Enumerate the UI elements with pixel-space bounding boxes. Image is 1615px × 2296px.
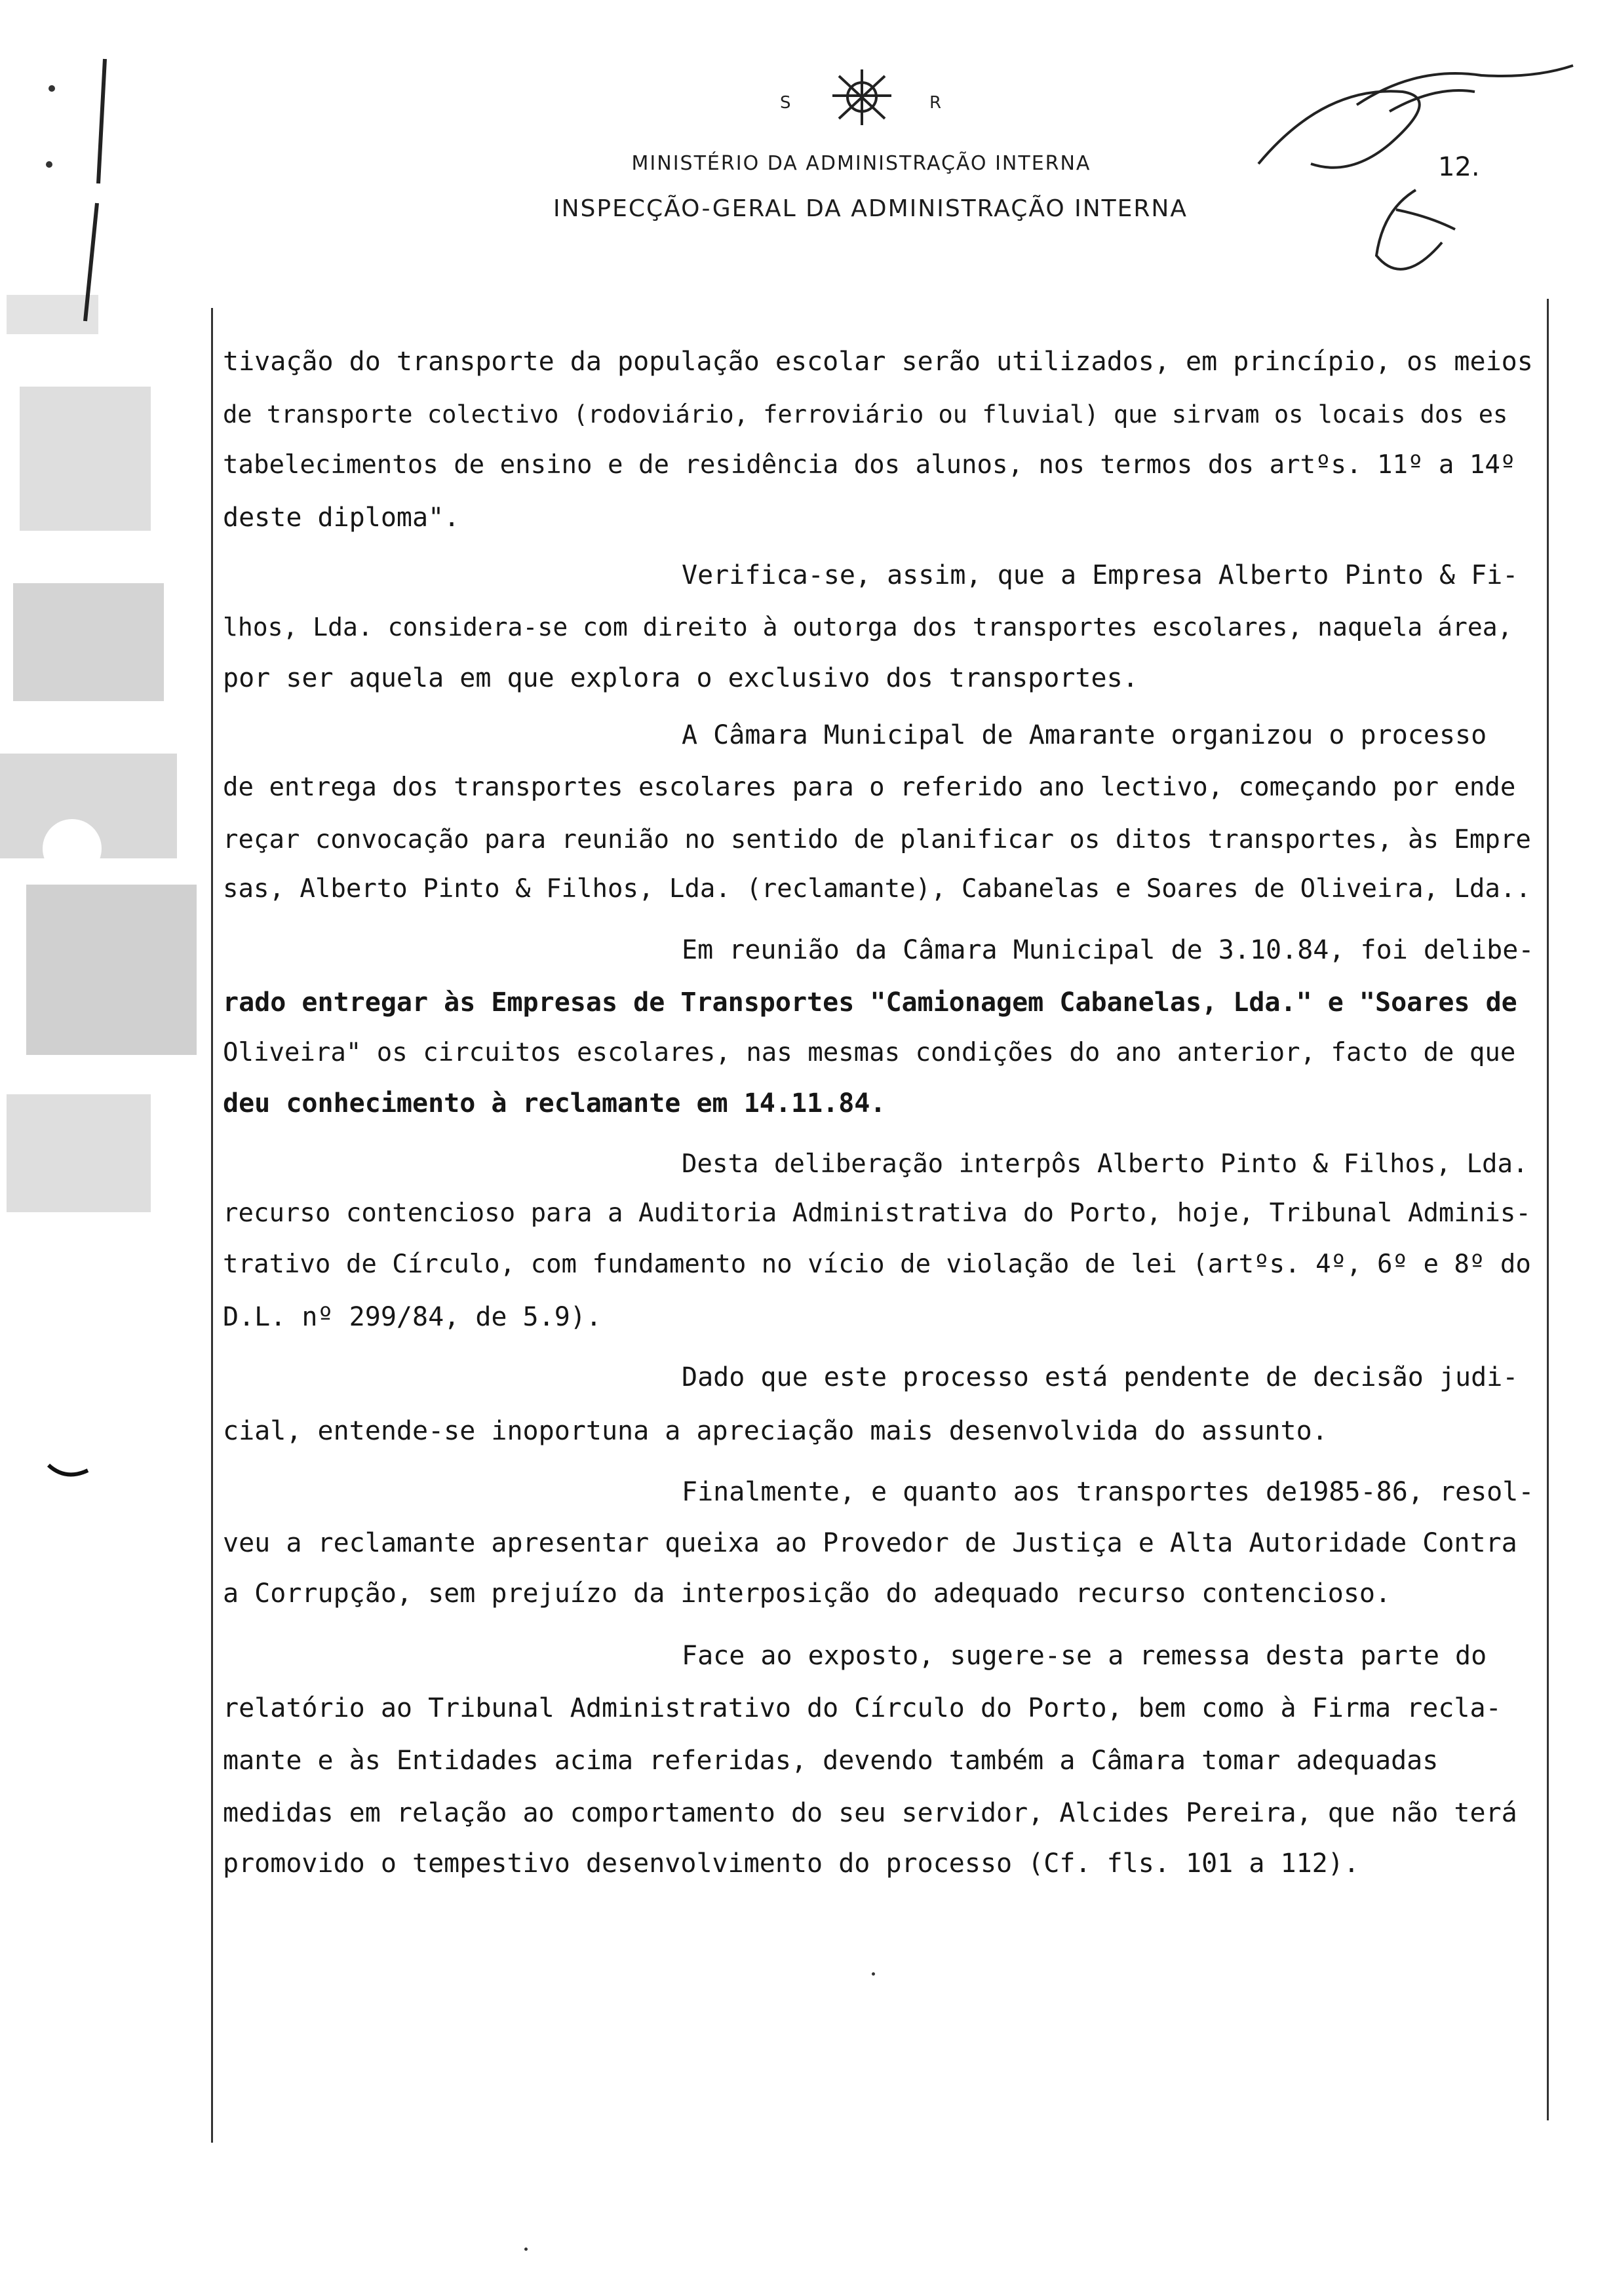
text-line: medidas em relação ao comportamento do seu servidor, Alcides Pereira, que não terá <box>223 1798 1517 1828</box>
text-line: de transporte colectivo (rodoviário, ferroviário ou fluvial) que sirvam os locais dos es <box>223 400 1508 429</box>
margin-curve <box>46 1461 98 1487</box>
text-line: sas, Alberto Pinto & Filhos, Lda. (reclamante), Cabanelas e Soares de Oliveira, Lda.. <box>223 874 1531 904</box>
left-margin-rule <box>211 308 213 2143</box>
text-line: A Câmara Municipal de Amarante organizou o processo <box>682 720 1487 750</box>
text-line: trativo de Círculo, com fundamento no vício de violação de lei (artºs. 4º, 6º e 8º do <box>223 1250 1531 1279</box>
signature-icon <box>1245 39 1586 275</box>
scan-margin-noise <box>0 216 197 1291</box>
text-line: tabelecimentos de ensino e de residência dos alunos, nos termos dos artºs. 11º a 14º <box>223 450 1516 480</box>
text-line: por ser aquela em que explora o exclusivo dos transportes. <box>223 663 1138 693</box>
text-line: Dado que este processo está pendente de decisão judi- <box>682 1362 1519 1392</box>
text-line: Em reunião da Câmara Municipal de 3.10.84, foi delibe- <box>682 935 1534 965</box>
text-line: relatório ao Tribunal Administrativo do Círculo do Porto, bem como à Firma recla- <box>223 1693 1502 1723</box>
coat-of-arms-icon <box>816 63 908 135</box>
text-line: deu conhecimento à reclamante em 14.11.84. <box>223 1088 886 1119</box>
text-line: D.L. nº 299/84, de 5.9). <box>223 1302 602 1332</box>
stray-mark <box>872 1972 875 1976</box>
text-line: recurso contencioso para a Auditoria Administrativa do Porto, hoje, Tribunal Adminis- <box>223 1198 1531 1228</box>
text-line: Oliveira" os circuitos escolares, nas mesmas condições do ano anterior, facto de que <box>223 1038 1516 1067</box>
stray-mark <box>524 2248 528 2251</box>
text-line: cial, entende-se inoportuna a apreciação mais desenvolvida do assunto. <box>223 1416 1328 1446</box>
text-line: Finalmente, e quanto aos transportes de1985-86, resol- <box>682 1477 1534 1507</box>
emblem-letter-right: R <box>929 93 942 113</box>
page-number: 12. <box>1438 152 1480 182</box>
text-line: de entrega dos transportes escolares para o referido ano lectivo, começando por ende <box>223 773 1516 802</box>
inspection-title: INSPECÇÃO-GERAL DA ADMINISTRAÇÃO INTERNA <box>553 195 1188 222</box>
text-line: rado entregar às Empresas de Transportes "Camionagem Cabanelas, Lda." e "Soares de <box>223 987 1517 1018</box>
text-line: Verifica-se, assim, que a Empresa Alberto Pinto & Fi- <box>682 560 1519 590</box>
text-line: Desta deliberação interpôs Alberto Pinto & Filhos, Lda. <box>682 1149 1528 1179</box>
text-line: mante e às Entidades acima referidas, devendo também a Câmara tomar adequadas <box>223 1746 1439 1776</box>
text-line: veu a reclamante apresentar queixa ao Provedor de Justiça e Alta Autoridade Contra <box>223 1528 1517 1558</box>
text-line: promovido o tempestivo desenvolvimento do processo (Cf. fls. 101 a 112). <box>223 1848 1359 1879</box>
text-line: lhos, Lda. considera-se com direito à outorga dos transportes escolares, naquela área, <box>223 613 1513 641</box>
text-line: Face ao exposto, sugere-se a remessa desta parte do <box>682 1641 1487 1671</box>
text-line: tivação do transporte da população escolar serão utilizados, em princípio, os meios <box>223 347 1533 377</box>
emblem-letter-left: S <box>780 93 791 113</box>
text-line: a Corrupção, sem prejuízo da interposição do adequado recurso contencioso. <box>223 1578 1391 1609</box>
text-line: reçar convocação para reunião no sentido de planificar os ditos transportes, às Empre <box>223 825 1531 854</box>
right-margin-rule <box>1547 299 1549 2120</box>
text-line: deste diploma". <box>223 503 460 533</box>
margin-stroke <box>39 52 118 328</box>
ministry-title: MINISTÉRIO DA ADMINISTRAÇÃO INTERNA <box>631 152 1091 175</box>
